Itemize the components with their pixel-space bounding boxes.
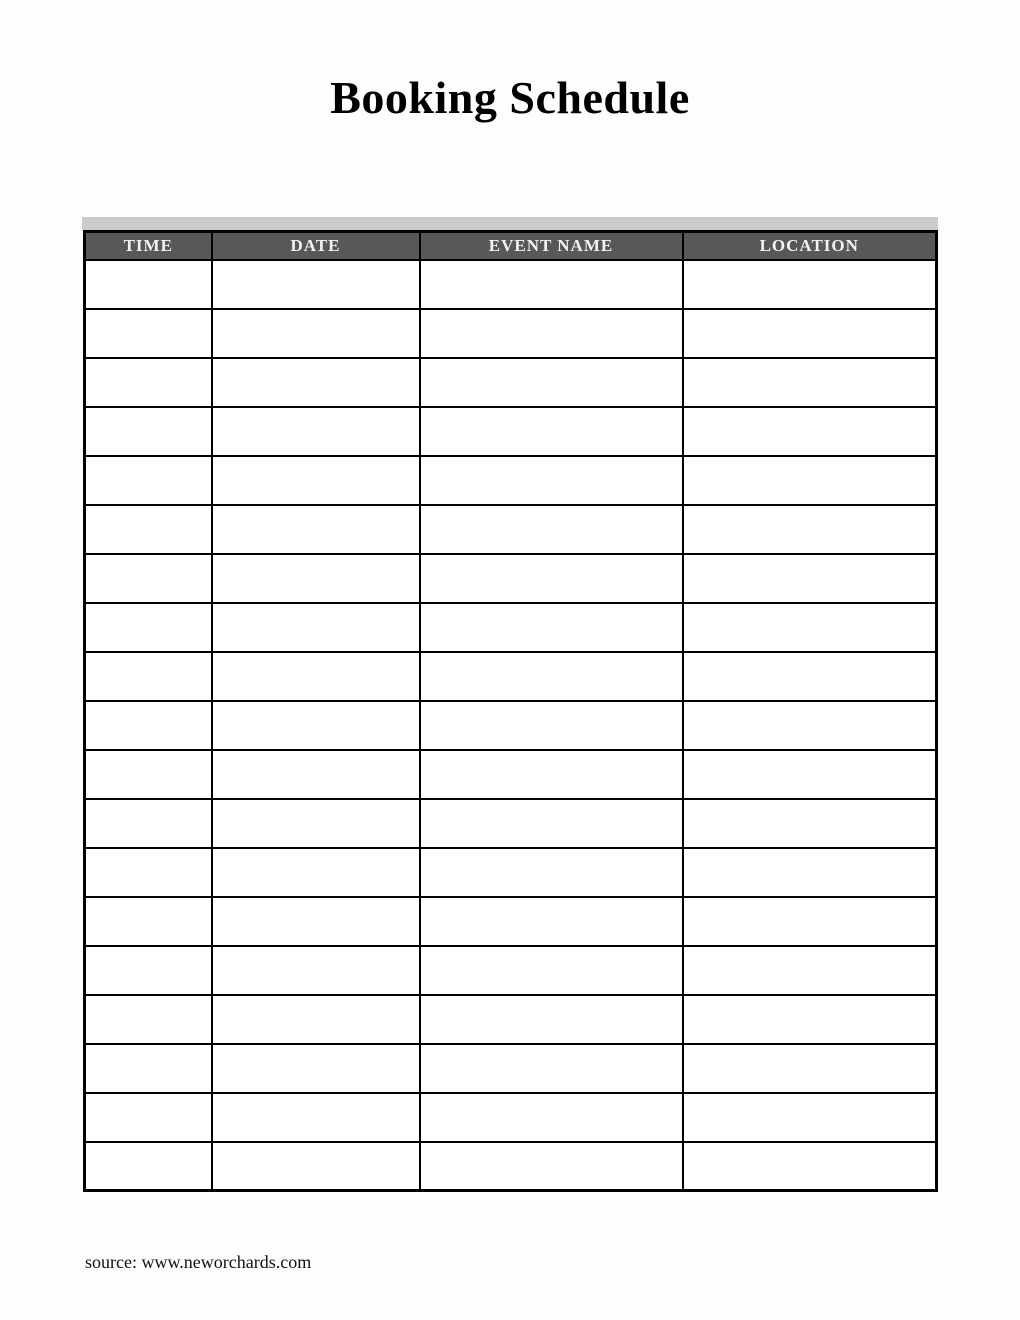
table-cell: [212, 1044, 420, 1093]
table-cell: [85, 407, 212, 456]
table-cell: [683, 260, 937, 309]
table-row: [85, 652, 937, 701]
table-cell: [420, 260, 683, 309]
table-cell: [420, 309, 683, 358]
table-cell: [85, 848, 212, 897]
table-cell: [683, 1142, 937, 1191]
table-cell: [683, 799, 937, 848]
table-row: [85, 848, 937, 897]
table-top-bar: [82, 217, 938, 230]
table-cell: [212, 456, 420, 505]
table-cell: [683, 897, 937, 946]
table-cell: [420, 946, 683, 995]
table-cell: [85, 1044, 212, 1093]
table-cell: [420, 750, 683, 799]
table-cell: [212, 799, 420, 848]
column-header-date: DATE: [212, 232, 420, 260]
table-cell: [420, 897, 683, 946]
table-cell: [212, 407, 420, 456]
column-header-time: TIME: [85, 232, 212, 260]
table-cell: [683, 456, 937, 505]
table-cell: [683, 995, 937, 1044]
column-header-location: LOCATION: [683, 232, 937, 260]
table-row: [85, 995, 937, 1044]
table-row: [85, 603, 937, 652]
table-row: [85, 358, 937, 407]
table-cell: [85, 358, 212, 407]
table-row: [85, 897, 937, 946]
table-cell: [683, 1044, 937, 1093]
table-cell: [212, 995, 420, 1044]
table-cell: [212, 1142, 420, 1191]
table-row: [85, 407, 937, 456]
table-cell: [212, 309, 420, 358]
table-cell: [683, 505, 937, 554]
table-cell: [85, 1093, 212, 1142]
table-cell: [85, 799, 212, 848]
table-header-row: [85, 232, 937, 260]
table-cell: [212, 897, 420, 946]
table-cell: [420, 799, 683, 848]
table-cell: [85, 897, 212, 946]
table-cell: [85, 701, 212, 750]
table-row: [85, 1142, 937, 1191]
table-cell: [420, 1142, 683, 1191]
page-title: Booking Schedule: [330, 72, 690, 123]
table-cell: [212, 946, 420, 995]
table-row: [85, 554, 937, 603]
table-cell: [212, 652, 420, 701]
table-cell: [420, 995, 683, 1044]
table-row: [85, 456, 937, 505]
table-row: [85, 701, 937, 750]
table-cell: [683, 946, 937, 995]
table-row: [85, 505, 937, 554]
table-row: [85, 1044, 937, 1093]
table-cell: [683, 750, 937, 799]
table-cell: [85, 946, 212, 995]
table-cell: [683, 554, 937, 603]
table-cell: [212, 358, 420, 407]
table-cell: [420, 603, 683, 652]
table-header: [85, 232, 937, 260]
table-cell: [85, 505, 212, 554]
table-cell: [212, 505, 420, 554]
table-cell: [420, 358, 683, 407]
table-cell: [420, 652, 683, 701]
table-cell: [420, 505, 683, 554]
document-page: [0, 70, 1020, 1320]
table-cell: [683, 1093, 937, 1142]
table-cell: [85, 309, 212, 358]
table-cell: [420, 407, 683, 456]
table-cell: [683, 848, 937, 897]
table-cell: [420, 456, 683, 505]
table-cell: [212, 848, 420, 897]
table-row: [85, 1093, 937, 1142]
column-header-event-name: EVENT NAME: [420, 232, 683, 260]
table-cell: [212, 1093, 420, 1142]
table-cell: [683, 358, 937, 407]
table-cell: [85, 260, 212, 309]
table-cell: [683, 603, 937, 652]
table-row: [85, 260, 937, 309]
table-cell: [85, 456, 212, 505]
table-cell: [85, 652, 212, 701]
table-cell: [212, 701, 420, 750]
table-cell: [420, 1093, 683, 1142]
table-cell: [420, 701, 683, 750]
table-cell: [212, 750, 420, 799]
booking-schedule-table: [83, 230, 938, 1192]
table-row: [85, 946, 937, 995]
table-cell: [683, 309, 937, 358]
table-row: [85, 799, 937, 848]
table-body: [85, 260, 937, 1191]
table-cell: [212, 260, 420, 309]
table-cell: [85, 995, 212, 1044]
table-cell: [85, 554, 212, 603]
table-cell: [683, 652, 937, 701]
table-cell: [683, 407, 937, 456]
table-cell: [420, 848, 683, 897]
table-cell: [85, 1142, 212, 1191]
table-row: [85, 750, 937, 799]
table-cell: [85, 750, 212, 799]
table-row: [85, 309, 937, 358]
source-note: source: www.neworchards.com: [85, 1252, 312, 1272]
table-cell: [683, 701, 937, 750]
table-cell: [85, 603, 212, 652]
table-cell: [212, 554, 420, 603]
table-cell: [420, 554, 683, 603]
table-cell: [212, 603, 420, 652]
table-cell: [420, 1044, 683, 1093]
